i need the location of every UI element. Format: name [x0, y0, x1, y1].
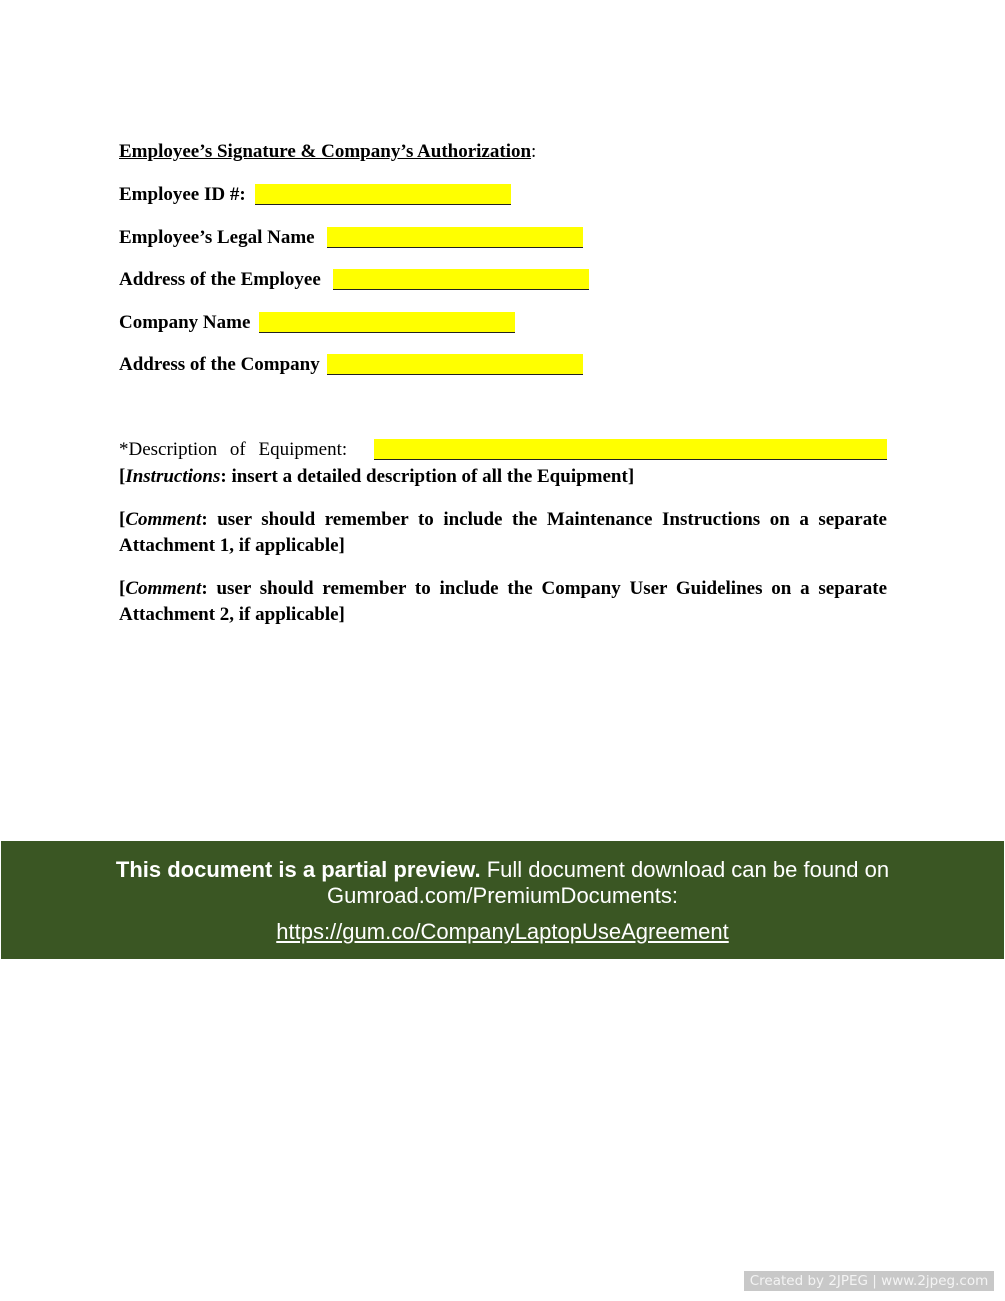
legal-name-field[interactable]	[327, 227, 583, 248]
banner-bold: This document is a partial preview.	[115, 857, 481, 882]
watermark: Created by 2JPEG | www.2jpeg.com	[744, 1271, 994, 1291]
label-description: *Description of Equipment:	[119, 439, 348, 460]
label-employee-id: Employee ID #:	[119, 184, 246, 205]
label-legal-name: Employee’s Legal Name	[119, 227, 315, 248]
comment-word: Comment	[125, 578, 202, 599]
bracket: [	[119, 509, 126, 530]
comment-text: : user should remember to include the Maintenance Instructions on a separate Attachment 1, if applicable]	[119, 509, 887, 556]
label-company-name: Company Name	[119, 312, 251, 333]
label-company-address: Address of the Company	[119, 354, 320, 375]
company-name-field[interactable]	[259, 312, 515, 333]
bracket: [	[119, 466, 126, 487]
employee-address-field[interactable]	[333, 269, 589, 290]
bracket: [	[119, 578, 126, 599]
heading-colon: :	[531, 141, 537, 162]
company-address-field[interactable]	[327, 354, 583, 375]
preview-banner	[1, 841, 1004, 959]
download-link[interactable]: https://gum.co/CompanyLaptopUseAgreement	[276, 919, 729, 944]
section-heading	[119, 141, 536, 163]
comment-text: : user should remember to include the Company User Guidelines on a separate Attachment 2, if applicable]	[119, 578, 887, 625]
instructions-word: Instructions	[125, 466, 221, 487]
banner-message	[88, 857, 918, 909]
comment-maintenance	[119, 507, 887, 559]
heading-text: Employee’s Signature & Company’s Authorization	[119, 141, 532, 162]
banner-text: Full document download can be found on Gumroad.com/PremiumDocuments:	[327, 857, 890, 908]
instructions-text: : insert a detailed description of all the Equipment]	[220, 466, 635, 487]
instructions-note	[119, 464, 887, 490]
description-field[interactable]	[374, 439, 887, 460]
comment-word: Comment	[125, 509, 202, 530]
label-employee-address: Address of the Employee	[119, 269, 321, 290]
comment-guidelines	[119, 576, 887, 628]
employee-id-field[interactable]	[255, 184, 511, 205]
